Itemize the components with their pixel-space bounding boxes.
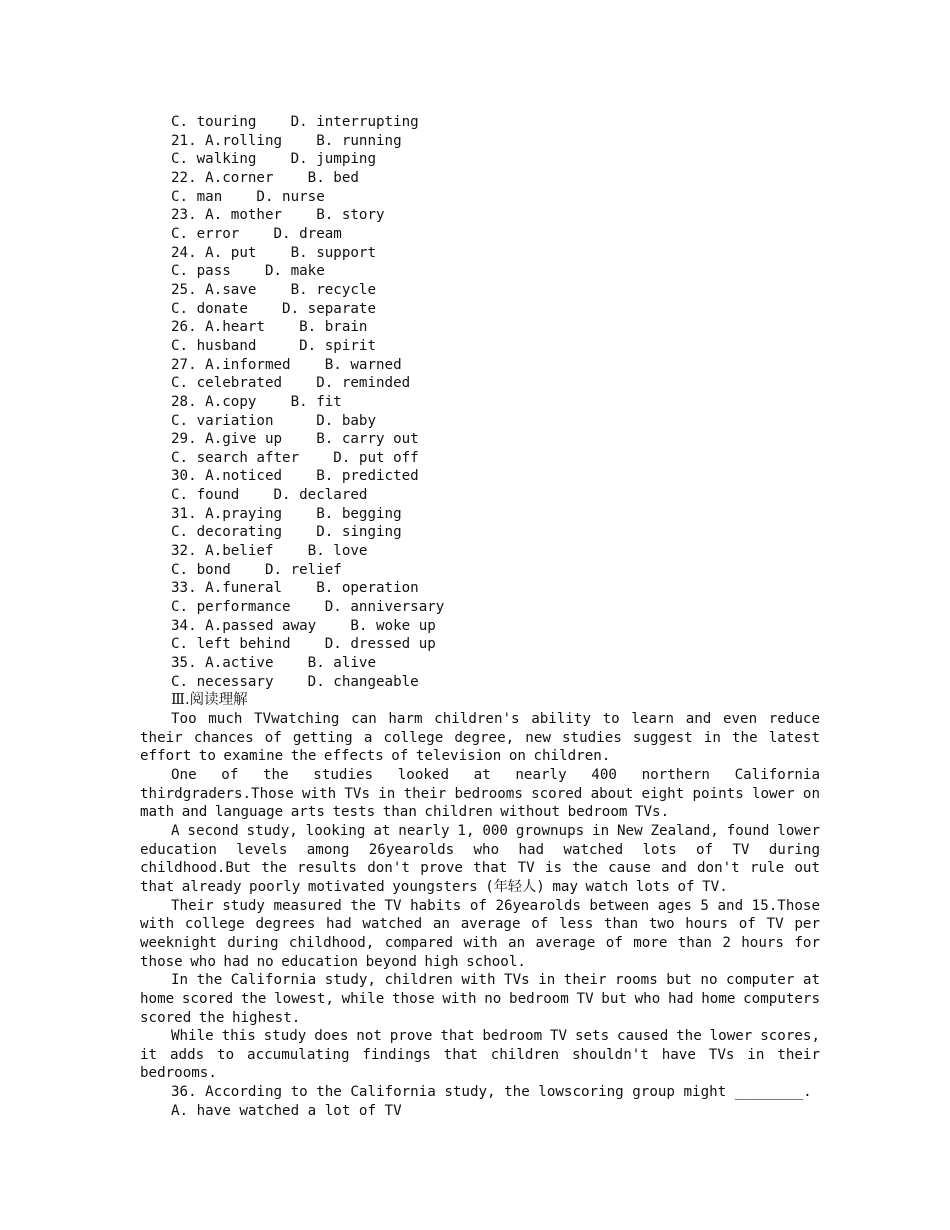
option-line: 27. A.informed B. warned bbox=[171, 356, 402, 373]
option-line: C. decorating D. singing bbox=[171, 524, 402, 541]
option-line: 34. A.passed away B. woke up bbox=[171, 617, 436, 634]
passage-paragraph: Their study measured the TV habits of 26yearolds between ages 5 and 15.Those with college degrees had watched an average of less than two hours of TV per weeknight during childhood, compared with an average of more than 2 hours for those who had no education beyond high school. bbox=[140, 897, 820, 970]
option-line: 28. A.copy B. fit bbox=[171, 393, 342, 410]
reading-passage bbox=[140, 710, 820, 1083]
option-line: 23. A. mother B. story bbox=[171, 207, 385, 224]
passage-paragraph: One of the studies looked at nearly 400 northern California thirdgraders.Those with TVs in their bedrooms scored about eight points lower on math and language arts tests than children without bedroom TVs. bbox=[140, 766, 820, 821]
option-line: C. search after D. put off bbox=[171, 449, 419, 466]
option-line: 29. A.give up B. carry out bbox=[171, 431, 419, 448]
option-line: C. variation D. baby bbox=[171, 412, 376, 429]
option-line: C. donate D. separate bbox=[171, 300, 376, 317]
option-line: C. touring D. interrupting bbox=[171, 114, 419, 130]
option-line: 33. A.funeral B. operation bbox=[171, 580, 419, 597]
question-36-option-a: A. have watched a lot of TV bbox=[171, 1102, 402, 1119]
question-36-stem: 36. According to the California study, the lowscoring group might ________. bbox=[171, 1084, 812, 1101]
option-line: 35. A.active B. alive bbox=[171, 655, 376, 672]
option-line: 31. A.praying B. begging bbox=[171, 505, 402, 522]
section-heading: Ⅲ.阅读理解 bbox=[171, 692, 248, 709]
option-line: 21. A.rolling B. running bbox=[171, 132, 402, 149]
document-page bbox=[140, 113, 820, 1120]
cloze-options-list bbox=[140, 113, 820, 691]
option-line: C. necessary D. changeable bbox=[171, 673, 419, 690]
passage-paragraph: While this study does not prove that bedroom TV sets caused the lower scores, it adds to accumulating findings that children shouldn't have TVs in their bedrooms. bbox=[140, 1028, 820, 1082]
option-line: 22. A.corner B. bed bbox=[171, 169, 359, 186]
option-line: C. left behind D. dressed up bbox=[171, 636, 436, 653]
option-line: C. celebrated D. reminded bbox=[171, 375, 411, 392]
option-line: 32. A.belief B. love bbox=[171, 543, 368, 560]
option-line: C. walking D. jumping bbox=[171, 151, 376, 168]
option-line: C. husband D. spirit bbox=[171, 337, 376, 354]
option-line: C. error D. dream bbox=[171, 225, 342, 242]
option-line: C. pass D. make bbox=[171, 263, 325, 280]
option-line: 26. A.heart B. brain bbox=[171, 319, 368, 336]
option-line: C. found D. declared bbox=[171, 487, 368, 504]
option-line: 24. A. put B. support bbox=[171, 244, 376, 261]
passage-paragraph: In the California study, children with TVs in their rooms but no computer at home scored the lowest, while those with no bedroom TV but who had home computers scored the highest. bbox=[140, 972, 820, 1026]
option-line: 30. A.noticed B. predicted bbox=[171, 468, 419, 485]
option-line: C. man D. nurse bbox=[171, 188, 325, 205]
option-line: C. bond D. relief bbox=[171, 561, 342, 578]
passage-paragraph: Too much TVwatching can harm children's ability to learn and even reduce their chances of getting a college degree, new studies suggest in the latest effort to examine the effects of television on children. bbox=[140, 711, 820, 765]
option-line: C. performance D. anniversary bbox=[171, 599, 445, 616]
option-line: 25. A.save B. recycle bbox=[171, 281, 376, 298]
passage-paragraph: A second study, looking at nearly 1, 000 grownups in New Zealand, found lower education levels among 26yearolds who had watched lots of TV during childhood.But the results don't prove that TV is the cause and don't rule out that already poorly motivated youngsters (年轻人) may watch lots of TV. bbox=[140, 822, 820, 895]
